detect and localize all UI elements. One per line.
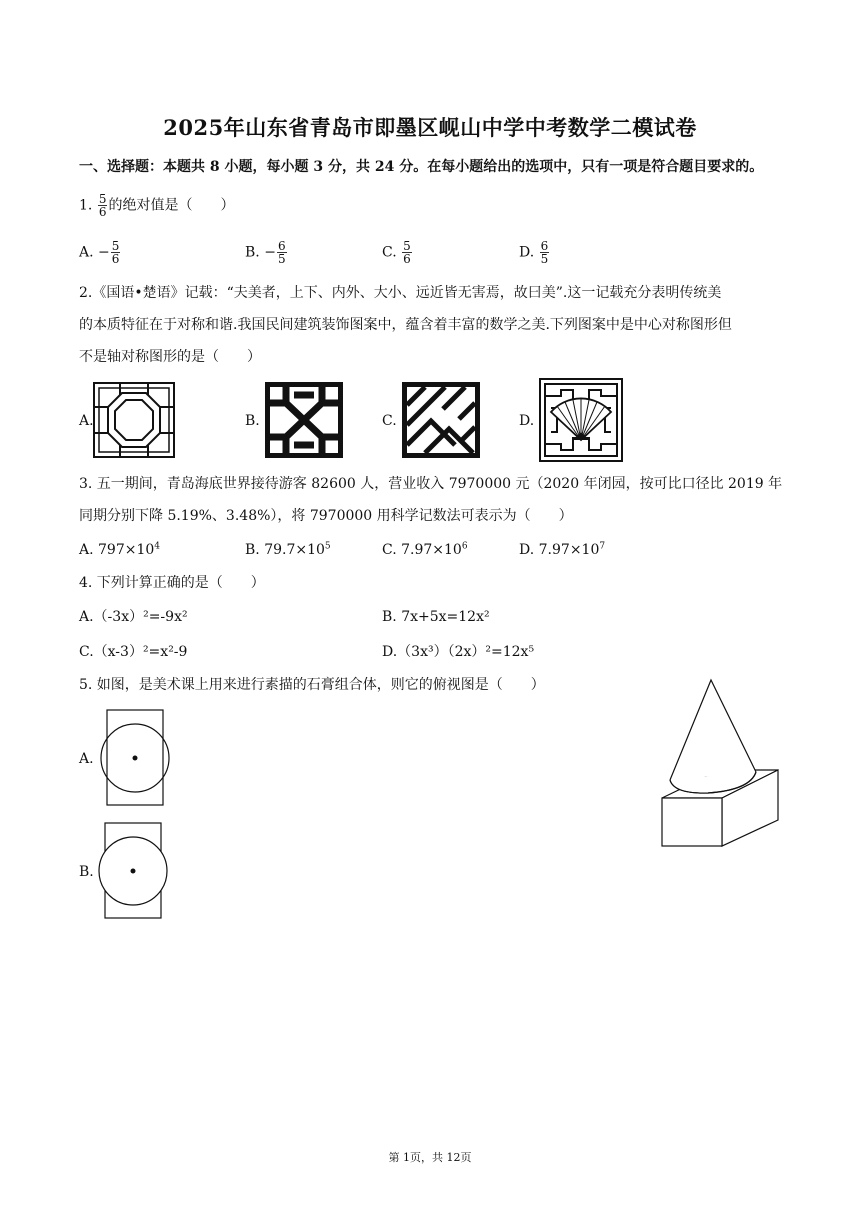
q3-option-b[interactable]: B. $79.7\times 10^5$ <box>245 541 331 558</box>
q1-option-c[interactable]: C. $\frac{5}{6}$ <box>382 239 411 266</box>
question-3-line-2: 同期分别下降 5.19%、3.48%），将 7970000 用科学记数法可表示为（ ） <box>79 508 573 524</box>
q2-option-d-label[interactable]: D. <box>519 413 535 429</box>
q4-option-c[interactable]: C.（x-3）²=x²-9 <box>79 644 188 660</box>
top-view-option-a-icon[interactable] <box>100 708 174 808</box>
question-4-stem: 4. 下列计算正确的是（ ） <box>79 575 265 591</box>
question-5-stem: 5. 如图，是美术课上用来进行素描的石膏组合体，则它的俯视图是（ ） <box>79 677 545 693</box>
q1-option-b[interactable]: B. − $\frac{6}{5}$ <box>245 239 286 266</box>
question-text: 的绝对值是（ ） <box>108 197 235 214</box>
top-view-option-b-icon[interactable] <box>98 821 172 921</box>
q1-option-d[interactable]: D. $\frac{6}{5}$ <box>519 239 549 266</box>
question-2-line-1: 2.《国语•楚语》记载：“夫美者，上下、内外、大小、远近皆无害焉，故曰美”.这一记载充分表明传统美 <box>79 285 722 301</box>
q2-option-a-label[interactable]: A. <box>79 413 94 429</box>
q3-option-c[interactable]: C. $7.97\times 10^6$ <box>382 541 468 558</box>
question-3-line-1: 3. 五一期间，青岛海底世界接待游客 82600 人，营业收入 7970000 元（2020 年闭园，按可比口径比 2019 年 <box>79 476 783 492</box>
question-2-line-3: 不是轴对称图形的是（ ） <box>79 349 261 365</box>
q3-option-d[interactable]: D. $7.97\times 10^7$ <box>519 541 606 558</box>
q4-option-b[interactable]: B. 7x+5x=12x² <box>382 609 490 625</box>
question-number: 1. <box>79 197 93 214</box>
section-heading: 一、选择题：本题共 8 小题，每小题 3 分，共 24 分。在每小题给出的选项中，只有一项是符合题目要求的。 <box>79 159 764 175</box>
page-footer: 第 1页，共 12页 <box>388 1151 472 1164</box>
q5-option-a-label[interactable]: A. <box>79 751 94 767</box>
herringbone-pattern-icon[interactable] <box>401 381 481 459</box>
cone-on-box-figure <box>658 676 782 850</box>
question-1-stem <box>79 193 234 218</box>
question-2-line-2: 的本质特征在于对称和谐.我国民间建筑装饰图案中，蕴含着丰富的数学之美.下列图案中是中心对称图形但 <box>79 317 732 333</box>
q4-option-d[interactable]: D.（3x³）（2x）²=12x⁵ <box>382 644 535 660</box>
page-title: 2025年山东省青岛市即墨区岘山中学中考数学二模试卷 <box>163 115 697 140</box>
q3-option-a[interactable]: A. $797\times 10^4$ <box>79 541 161 558</box>
q2-option-c-label[interactable]: C. <box>382 413 397 429</box>
q5-option-b-label[interactable]: B. <box>79 864 94 880</box>
q1-option-a[interactable]: A. − $\frac{5}{6}$ <box>79 239 120 266</box>
interlock-knot-pattern-icon[interactable] <box>264 381 344 459</box>
q2-option-b-label[interactable]: B. <box>245 413 260 429</box>
fraction: $\frac{5}{6}$ <box>98 192 107 219</box>
fan-window-pattern-icon[interactable] <box>539 378 623 462</box>
octagon-window-pattern-icon[interactable] <box>93 382 175 458</box>
q4-option-a[interactable]: A.（-3x）²=-9x² <box>79 609 188 625</box>
